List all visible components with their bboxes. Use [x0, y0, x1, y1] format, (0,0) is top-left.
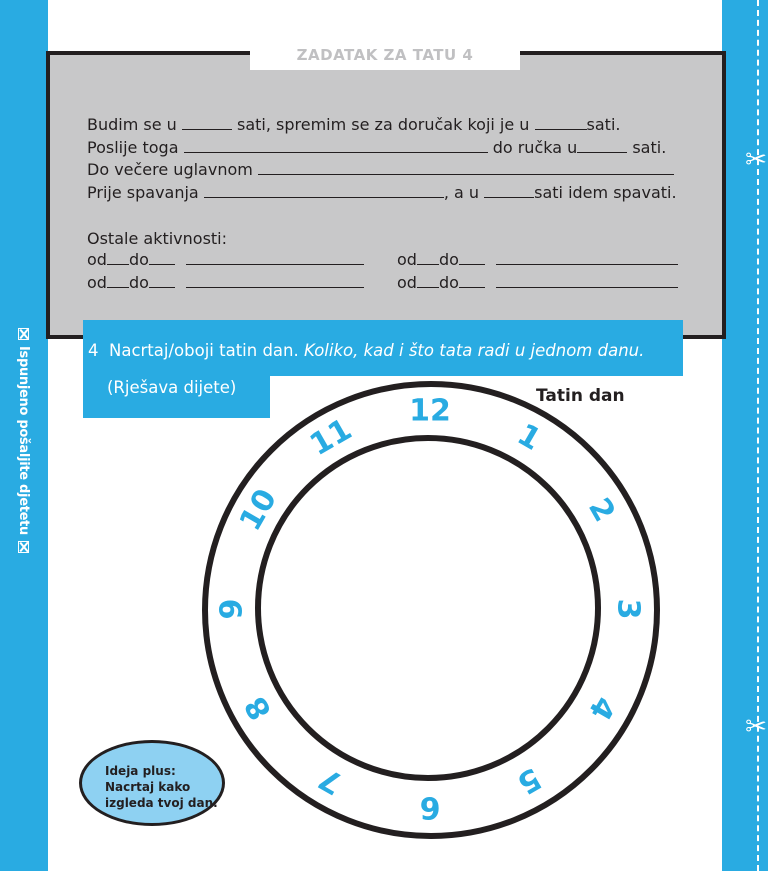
idea-line: izgleda tvoj dan.	[105, 796, 218, 810]
text: , a u	[443, 182, 480, 202]
text: do	[128, 273, 149, 292]
text: od	[397, 273, 417, 292]
side-label-text: Ispunjeno pošaljite djetetu	[16, 345, 32, 535]
text: Budim se u	[87, 115, 177, 134]
text: od	[397, 250, 417, 269]
clock-number-1: 1	[511, 417, 547, 458]
text: do	[438, 273, 459, 292]
text: Prije spavanja	[87, 182, 199, 202]
inner-ring[interactable]	[258, 438, 598, 778]
text: sati.	[632, 137, 667, 157]
scissors-icon: ✂	[745, 145, 767, 175]
clock-number-6: 6	[419, 789, 441, 825]
exercise-number: 4	[88, 341, 99, 360]
clock-number-11: 11	[304, 411, 358, 464]
instruction-text: Nacrtaj/oboji tatin dan.	[109, 341, 299, 360]
idea-line: Nacrtaj kako	[105, 780, 191, 794]
text: od	[87, 250, 107, 269]
idea-line: Ideja plus:	[105, 764, 176, 778]
exercise-subtitle: (Rješava dijete)	[107, 378, 237, 397]
clock-number-12: 12	[409, 393, 451, 429]
clock-number-7: 7	[313, 760, 349, 801]
clock-number-2: 2	[581, 492, 622, 528]
text: sati.	[586, 115, 621, 134]
text: do ručka u	[492, 137, 578, 157]
other-activities-label: Ostale aktivnosti:	[87, 229, 228, 248]
text: sati, spremim se za doručak koji je u	[236, 115, 530, 134]
clock-title: Tatin dan	[536, 386, 625, 406]
task-title: ZADATAK ZA TATU 4	[296, 46, 474, 64]
clock-number-8: 8	[238, 690, 279, 726]
clock-number-4: 4	[581, 690, 622, 726]
text: Poslije toga	[87, 137, 179, 157]
idea-text	[105, 763, 218, 811]
clock-number-5: 5	[511, 760, 547, 801]
scissors-icon: ✂	[745, 712, 767, 742]
text: do	[128, 250, 149, 269]
clock-number-3: 3	[610, 598, 646, 620]
instruction-italic-text: Koliko, kad i što tata radi u jednom danu.	[303, 341, 645, 360]
text: do	[438, 250, 459, 269]
outer-ring	[205, 384, 657, 836]
text: sati idem spavati.	[534, 182, 677, 202]
text: od	[87, 273, 107, 292]
clock-number-9: 9	[214, 598, 250, 620]
clock-numbers	[215, 394, 646, 825]
clock-number-10: 10	[232, 483, 285, 537]
text: Do večere uglavnom	[87, 160, 253, 179]
